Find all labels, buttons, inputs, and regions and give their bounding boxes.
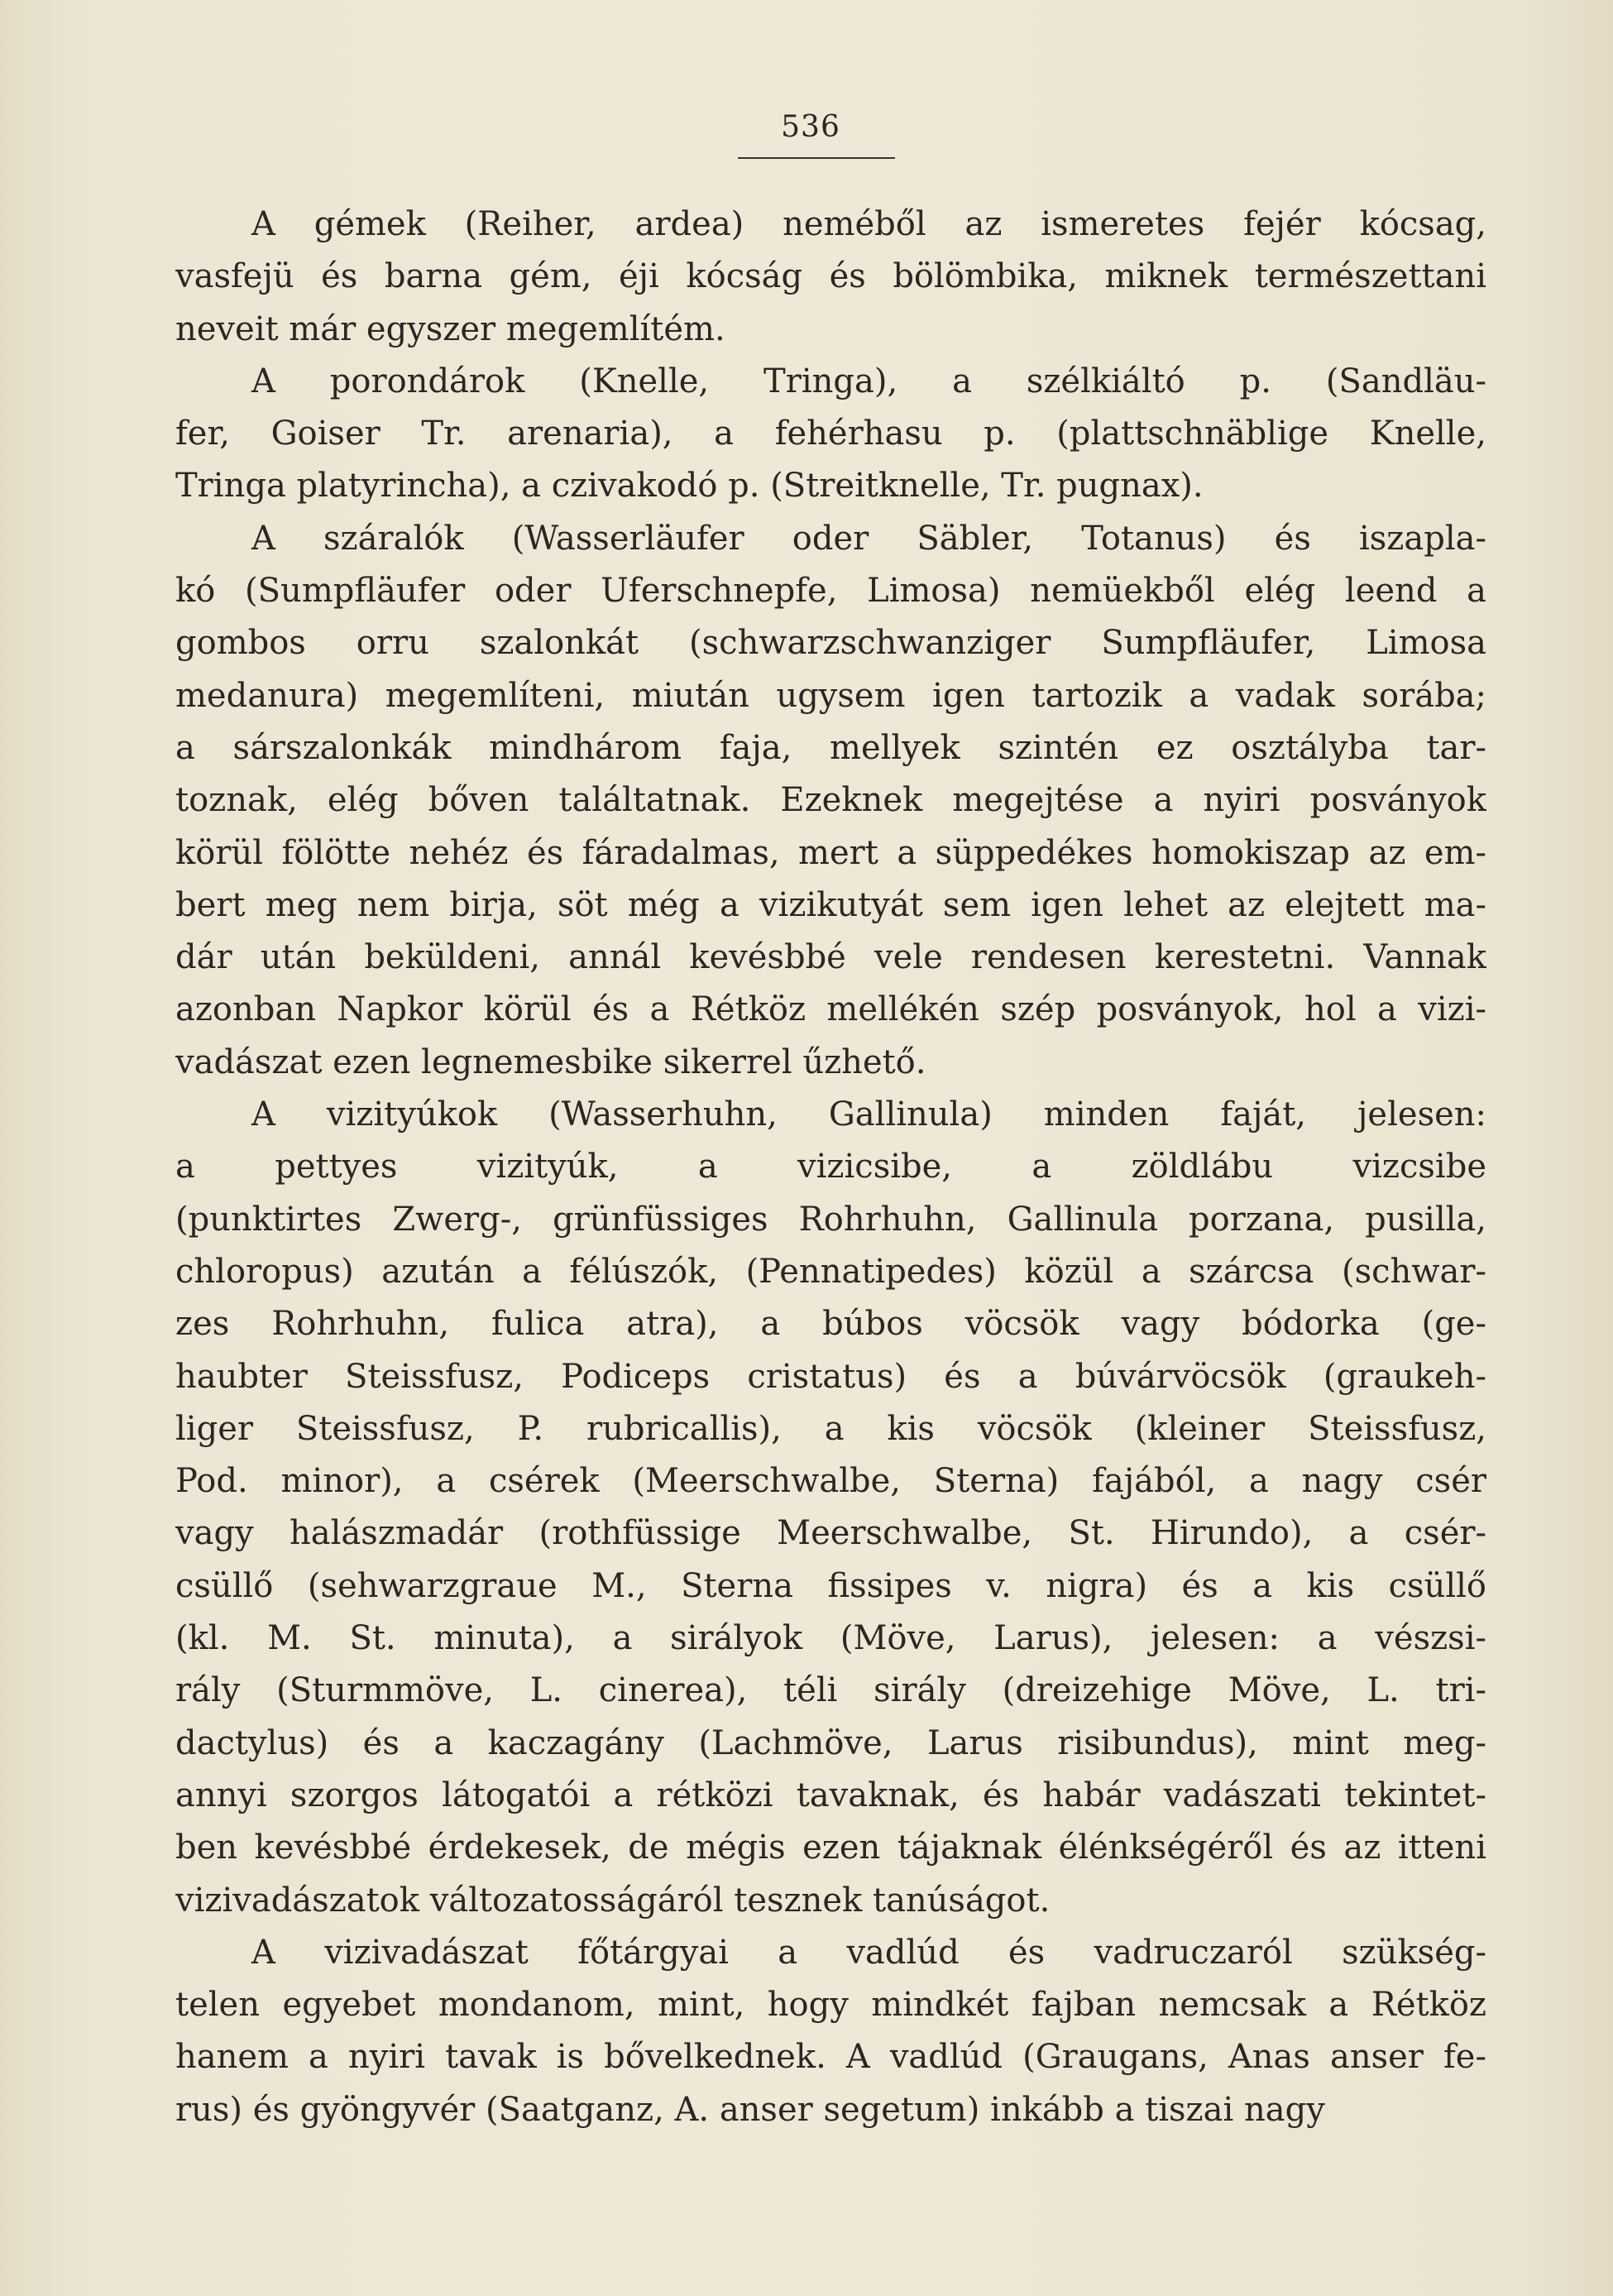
text-line: rus) és gyöngyvér (Saatganz, A. anser segetum) inkább a tiszai nagy	[175, 2090, 1325, 2129]
text-line: A gémek (Reiher, ardea) neméből az ismeretes fejér kócsag,	[251, 205, 1486, 243]
text-line: Pod. minor), a csérek (Meerschwalbe, Sterna) fajából, a nagy csér	[175, 1462, 1486, 1501]
text-line: vizivadászatok változatosságáról tesznek tanúságot.	[175, 1881, 1051, 1920]
text-line: körül fölötte nehéz és fáradalmas, mert a süppedékes homokiszap az em-	[175, 833, 1486, 872]
text-line: A vizityúkok (Wasserhuhn, Gallinula) minden faját, jelesen:	[251, 1095, 1486, 1134]
text-line: Tringa platyrincha), a czivakodó p. (Streitknelle, Tr. pugnax).	[175, 467, 1204, 506]
page-number: 536	[781, 110, 840, 144]
text-line: fer, Goiser Tr. arenaria), a fehérhasu p. (plattschnäblige Knelle,	[175, 415, 1486, 453]
text-line: annyi szorgos látogatói a rétközi tavaknak, és habár vadászati tekintet-	[175, 1776, 1486, 1814]
text-line: kó (Sumpfläufer oder Uferschnepfe, Limosa) nemüekből elég leend a	[175, 572, 1486, 611]
text-line: telen egyebet mondanom, mint, hogy mindkét fajban nemcsak a Rétköz	[175, 1986, 1486, 2025]
text-line: A száralók (Wasserläufer oder Säbler, Totanus) és iszapla-	[251, 519, 1486, 558]
paragraph	[175, 356, 1486, 513]
text-line: neveit már egyszer megemlítém.	[175, 309, 725, 348]
body-text	[175, 199, 1486, 2136]
text-line: toznak, elég bőven találtatnak. Ezeknek megejtése a nyiri posványok	[175, 781, 1486, 820]
text-line: A porondárok (Knelle, Tringa), a szélkiáltó p. (Sandläu-	[251, 362, 1486, 400]
paragraph	[175, 1927, 1486, 2136]
text-line: zes Rohrhuhn, fulica atra), a búbos vöcsök vagy bódorka (ge-	[175, 1305, 1486, 1344]
text-line: a pettyes vizityúk, a vizicsibe, a zöldlábu vizcsibe	[175, 1148, 1486, 1186]
text-line: A vizivadászat főtárgyai a vadlúd és vadruczaról szükség-	[251, 1933, 1486, 1972]
page-number-rule	[738, 157, 895, 159]
text-line: csüllő (sehwarzgraue M., Sterna fissipes v. nigra) és a kis csüllő	[175, 1566, 1486, 1605]
paragraph	[175, 513, 1486, 1089]
text-line: hanem a nyiri tavak is bővelkednek. A vadlúd (Graugans, Anas anser fe-	[175, 2038, 1486, 2077]
text-line: ben kevésbbé érdekesek, de mégis ezen tájaknak élénkségéről és az itteni	[175, 1829, 1486, 1867]
text-line: gombos orru szalonkát (schwarzschwanziger Sumpfläufer, Limosa	[175, 624, 1486, 663]
text-line: vasfejü és barna gém, éji kócság és bölömbika, miknek természettani	[175, 257, 1486, 296]
paragraph	[175, 1089, 1486, 1927]
text-line: rály (Sturmmöve, L. cinerea), téli sirály (dreizehige Möve, L. tri-	[175, 1671, 1486, 1710]
text-line: bert meg nem birja, söt még a vizikutyát sem igen lehet az elejtett ma-	[175, 885, 1486, 924]
text-line: azonban Napkor körül és a Rétköz mellékén szép posványok, hol a vizi-	[175, 990, 1486, 1029]
text-line: (kl. M. St. minuta), a sirályok (Möve, Larus), jelesen: a vészsi-	[175, 1619, 1486, 1658]
text-line: a sárszalonkák mindhárom faja, mellyek szintén ez osztályba tar-	[175, 728, 1486, 767]
paragraph	[175, 199, 1486, 356]
text-line: (punktirtes Zwerg-, grünfüssiges Rohrhuhn, Gallinula porzana, pusilla,	[175, 1200, 1486, 1239]
text-line: dár után beküldeni, annál kevésbbé vele rendesen kerestetni. Vannak	[175, 938, 1486, 977]
text-line: vadászat ezen legnemesbike sikerrel űzhető.	[175, 1043, 926, 1081]
text-line: medanura) megemlíteni, miután ugysem igen tartozik a vadak sorába;	[175, 676, 1486, 715]
text-line: liger Steissfusz, P. rubricallis), a kis vöcsök (kleiner Steissfusz,	[175, 1409, 1486, 1448]
text-line: haubter Steissfusz, Podiceps cristatus) és a búvárvöcsök (graukeh-	[175, 1357, 1486, 1396]
text-line: chloropus) azután a félúszók, (Pennatipedes) közül a szárcsa (schwar-	[175, 1252, 1486, 1291]
text-line: vagy halászmadár (rothfüssige Meerschwalbe, St. Hirundo), a csér-	[175, 1514, 1486, 1553]
text-line: dactylus) és a kaczagány (Lachmöve, Larus risibundus), mint meg-	[175, 1723, 1486, 1762]
